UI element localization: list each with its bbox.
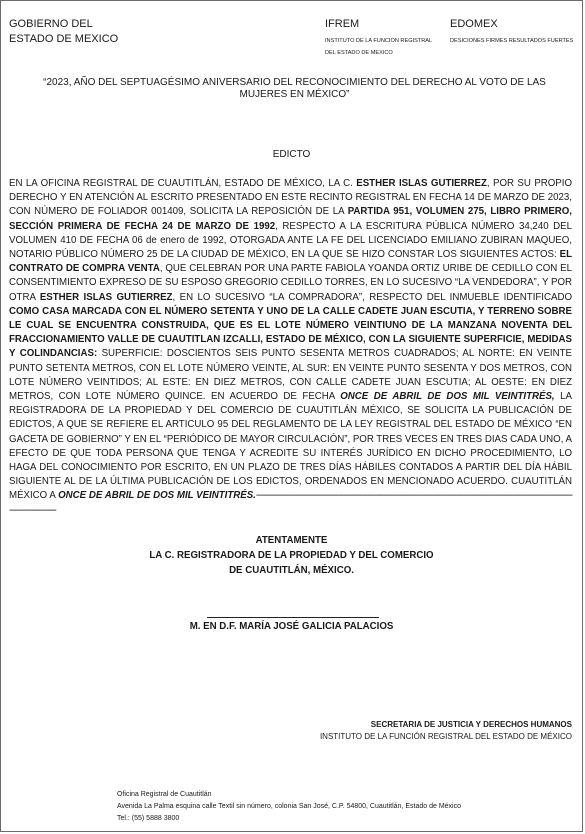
footer-address: Avenida La Palma esquina calle Textil sin número, colonia San José, C.P. 54800, Cuautitlán, Estado de México <box>117 803 461 810</box>
header-edomex <box>450 17 573 46</box>
body-dashes: ------------------------------------------------------------------------------------------------------------------------------------------------------------------- <box>9 490 572 516</box>
body-text-segment: , EN LO SUCESIVO “LA COMPRADORA”, RESPECTO DEL INMUEBLE IDENTIFICADO <box>172 291 572 303</box>
body-bold-name: ESTHER ISLAS GUTIERREZ <box>356 178 487 189</box>
secretaria-block <box>320 719 572 743</box>
secretaria-line1: SECRETARIA DE JUSTICIA Y DERECHOS HUMANOS <box>370 720 572 729</box>
body-bold-italic-date: ONCE DE ABRIL DE DOS MIL VEINTITRÉS. <box>58 490 256 502</box>
header-gobierno-line2: ESTADO DE MEXICO <box>9 33 119 45</box>
body-text-segment: , POR SU PROPIO DERECHO Y EN ATENCIÓN AL ESCRITO PRESENTADO EN ESTE RECINTO REGISTRAL EN FECHA 14 DE MARZO DE 2023, CON NÚMERO DE FOLIADOR 001409, SOLICITA LA REPOSICIÓN DE LA <box>9 178 572 218</box>
body-bold-property: COMO CASA MARCADA CON EL NÚMERO SETENTA Y UNO DE LA CALLE CADETE JUAN ESCUTIA, Y TERRENO SOBRE LE CUAL SE ENCUENTRA CONSTRUIDA, QUE ES EL LOTE NÚMERO VEINTIUNO DE LA MANZANA NOVENTA DEL FRACCIONAMIENTO VALLE DE CUAUTITLAN IZCALLI, ESTADO DE MÉXICO, CON LA SIGUIENTE SUPERFICIE, MEDIDAS Y COLINDANCIAS: <box>9 305 572 360</box>
footer-office: Oficina Registral de Cuautitlán <box>117 791 212 798</box>
year-motto: “2023, AÑO DEL SEPTUAGÉSIMO ANIVERSARIO DEL RECONOCIMIENTO DEL DERECHO AL VOTO DE LAS MUJERES EN MÉXICO” <box>43 77 546 100</box>
body-text-segment: LA REGISTRADORA DE LA PROPIEDAD Y DEL COMERCIO DE CUAUTITLÁN MÉXICO, SE SOLICITA LA PUBLICACIÓN DE EDICTOS, A QUE SE REFIERE EL ARTICULO 95 DEL REGLAMENTO DE LA LEY REGISTRAL DEL ESTADO DE MÉXICO “EN GACETA DE GOBIERNO” Y EN EL “PERIÓDICO DE MAYOR CIRCULACIÓN”, POR TRES VECES EN TRES DIAS CADA UNO, A EFECTO DE QUE TODA PERSONA QUE TENGA Y ACREDITE SU INTERÉS JURÍDICO EN DICHO PROCEDIMIENTO, LO HAGA DEL CONOCIMIENTO POR ESCRITO, EN UN PLAZO DE TRES DÍAS HÁBILES CONTADOS A PARTIR DEL DÍA HÁBIL SIGUIENTE AL DE LA ÚLTIMA PUBLICACIÓN DE LOS EDICTOS, ORDENADOS EN MENCIONADO ACUERDO. CUAUTITLÁN MÉXICO A <box>9 391 572 502</box>
header-ifrem-sub-line1: INSTITUTO DE LA FUNCION REGISTRAL <box>325 38 433 44</box>
signer-name: M. EN D.F. MARÍA JOSÉ GALICIA PALACIOS <box>189 621 394 632</box>
header-ifrem <box>325 17 432 58</box>
body-text-segment: EN LA OFICINA REGISTRAL DE CUAUTITLÁN, ESTADO DE MÉXICO, LA C. <box>9 178 357 189</box>
body-text-segment: SUPERFICIE: DOSCIENTOS SEIS PUNTO SESENTA METROS CUADRADOS; AL NORTE: EN VEINTE PUNTO SETENTA METROS, CON EL LOTE NÚMERO VEINTE, AL SUR: EN VEINTE PUNTO SESENTA Y DOS METROS, CON LOTE NÚMERO VEINTIDOS; AL ESTE: EN DIEZ METROS, CON CALLE CADETE JUAN ESCUTIA; AL OESTE: EN DIEZ METROS, CON LOTE NÚMERO QUINCE. EN ACUERDO DE FECHA <box>9 348 572 403</box>
body-bold-partida: PARTIDA 951, VOLUMEN 275, LIBRO PRIMERO, SECCIÓN PRIMERA DE FECHA 24 DE MARZO DE 1992 <box>9 206 572 232</box>
header-edomex-sub: DESICIONES FIRMES RESULTADOS FUERTES <box>450 38 574 44</box>
secretaria-line2: INSTITUTO DE LA FUNCIÓN REGISTRAL DEL ESTADO DE MÉXICO <box>319 732 572 741</box>
body-bold-italic-date: ONCE DE ABRIL DE DOS MIL VEINTITRÉS, <box>340 391 555 403</box>
office-line1: LA C. REGISTRADORA DE LA PROPIEDAD Y DEL COMERCIO <box>149 550 434 561</box>
office-line2: DE CUAUTITLÁN, MÉXICO. <box>229 565 354 576</box>
signature-line <box>207 617 379 618</box>
body-text-segment: , RESPECTO A LA ESCRITURA PÚBLICA NÚMERO 34,240 DEL VOLUMEN 410 DE FECHA 06 de enero de 1992, OTORGADA ANTE LA FE DEL LICENCIADO EMILIANO ZUBIRAN MAQUEO, NOTARIO PÚBLICO NÚMERO 25 DE LA CIUDAD DE MÉXICO, EN LA QUE SE HIZO CONSTAR LOS SIGUIENTES ACTOS: <box>9 220 573 261</box>
header-gobierno <box>9 17 118 47</box>
body-bold-name: ESTHER ISLAS GUTIERREZ <box>39 291 173 303</box>
footer <box>117 789 461 825</box>
header-gobierno-line1: GOBIERNO DEL <box>9 18 93 30</box>
edicto-body <box>9 177 572 518</box>
signature-block <box>1 533 582 578</box>
body-bold-contract: EL CONTRATO DE COMPRA VENTA <box>9 249 572 275</box>
header-ifrem-sub-line2: DEL ESTADO DE MEXICO <box>325 50 393 56</box>
body-text-segment: , QUE CELEBRAN POR UNA PARTE FABIOLA YOANDA ORTIZ URIBE DE CEDILLO CON EL CONSENTIMIENTO EXPRESO DE SU ESPOSO GREGORIO CEDILLO TORRES, EN LO SUCESIVO “LA VENDEDORA”, Y POR OTRA <box>9 263 572 303</box>
document-title: EDICTO <box>272 149 311 160</box>
header-ifrem-title: IFREM <box>325 18 360 30</box>
closing-text: ATENTAMENTE <box>255 535 328 546</box>
header-edomex-title: EDOMEX <box>450 18 498 30</box>
footer-phone: Tel.: (55) 5888 3800 <box>117 815 180 822</box>
